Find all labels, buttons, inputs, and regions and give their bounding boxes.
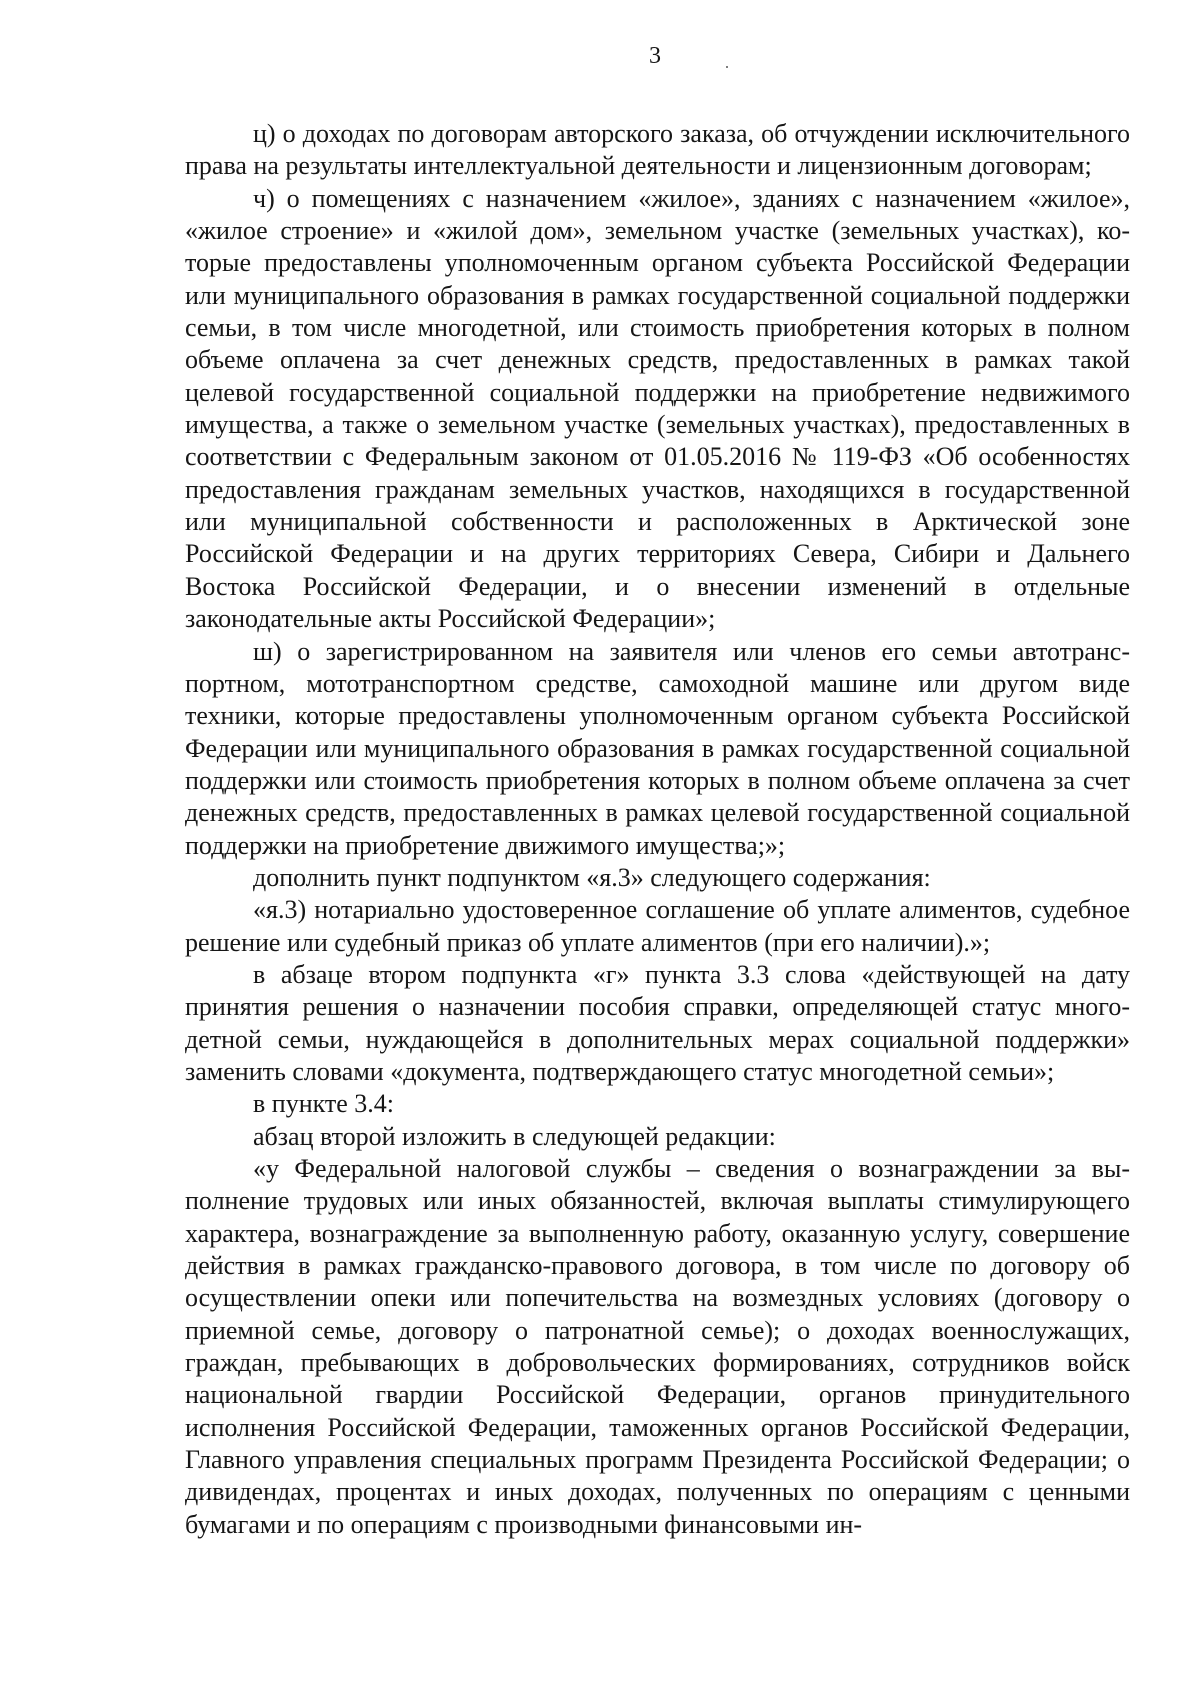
paragraph-clause-3-3: в абзаце втором подпункта «г» пункта 3.3 слова «действующей на дату принятия решения о назначении пособия справки, определяющей статус многодетной семьи, нуждающейся в дополнительных мерах социальной поддержки» заменить словами «документа, подтверждающего статус многодетной семьи»; <box>185 959 1130 1086</box>
paragraph-fns: «у Федеральной налоговой службы – сведения о вознаграждении за выполнение трудовых или иных обязанностей, включая выплаты стимулирующего характера, вознаграждение за выполненную работу, оказанную услугу, совершение действия в рамках гражданско-правового договора, в том числе по договору об осуществлении опеки или попечительства на возмездных условиях (договору о приемной семье, договору о патронатной семье); о доходах военнослужащих, граждан, пребывающих в добровольческих формированиях, сотрудников войск национальной гвардии Российской Федерации, органов принудительного исполнения Российской Федерации, таможенных органов Российской Федерации, Главного управления специальных программ Президента Российской Федерации; о дивидендах, процентах и иных доходах, полученных по операциям с ценными бумагами и по операциям с производными финансовыми ин- <box>185 1154 1130 1539</box>
paragraph-ts: ц) о доходах по договорам авторского заказа, об отчуждении исключительного права на результаты интеллектуальной деятельности и лицензионным договорам; <box>185 119 1130 181</box>
page-number: 3 <box>649 43 661 69</box>
paragraph-ch: ч) о помещениях с назначением «жилое», зданиях с назначением «жилое», «жилое строение» и «жилой дом», земельном участке (земельных участках), которые предоставлены уполномоченным органом субъекта Российской Федерации или муниципального образования в рамках государственной социальной поддержки семьи, в том числе многодетной, или стоимость приобретения которых в полном объеме оплачена за счет денежных средств, предоставленных в рамках такой целевой государственной социальной поддержки на приобретение недвижимого имущества, а также о земельном участке (земельных участках), предоставленных в соответствии с Федеральным законом от 01.05.2016 № 119-ФЗ «Об особенностях предоставления гражданам земельных участков, находящихся в государственной или муниципальной собственности и расположенных в Арктической зоне Российской Федерации и на других территориях Севера, Сибири и Дальнего Востока Российской Федерации, и о внесении изменений в отдельные законодательные акты Российской Федерации»; <box>185 183 1130 634</box>
paragraph-add-subclause: дополнить пункт подпунктом «я.3» следующего содержания: <box>253 862 931 892</box>
paragraph-second-abzac: абзац второй изложить в следующей редакции: <box>253 1121 776 1151</box>
scan-speck <box>726 66 728 68</box>
document-body <box>185 118 1130 1541</box>
paragraph-clause-3-4: в пункте 3.4: <box>253 1089 395 1119</box>
paragraph-sh: ш) о зарегистрированном на заявителя или членов его семьи автотранспортном, мототранспортном средстве, самоходной машине или другом виде техники, которые предоставлены уполномоченным органом субъекта Российской Федерации или муниципального образования в рамках государственной социальной поддержки или стоимость приобретения которых в полном объеме оплачена за счет денежных средств, предоставленных в рамках целевой государственной социальной поддержки на приобретение движимого имущества;»; <box>185 636 1130 860</box>
paragraph-ya3: «я.3) нотариально удостоверенное соглашение об уплате алиментов, судебное решение или судебный приказ об уплате алиментов (при его наличии).»; <box>185 895 1130 957</box>
